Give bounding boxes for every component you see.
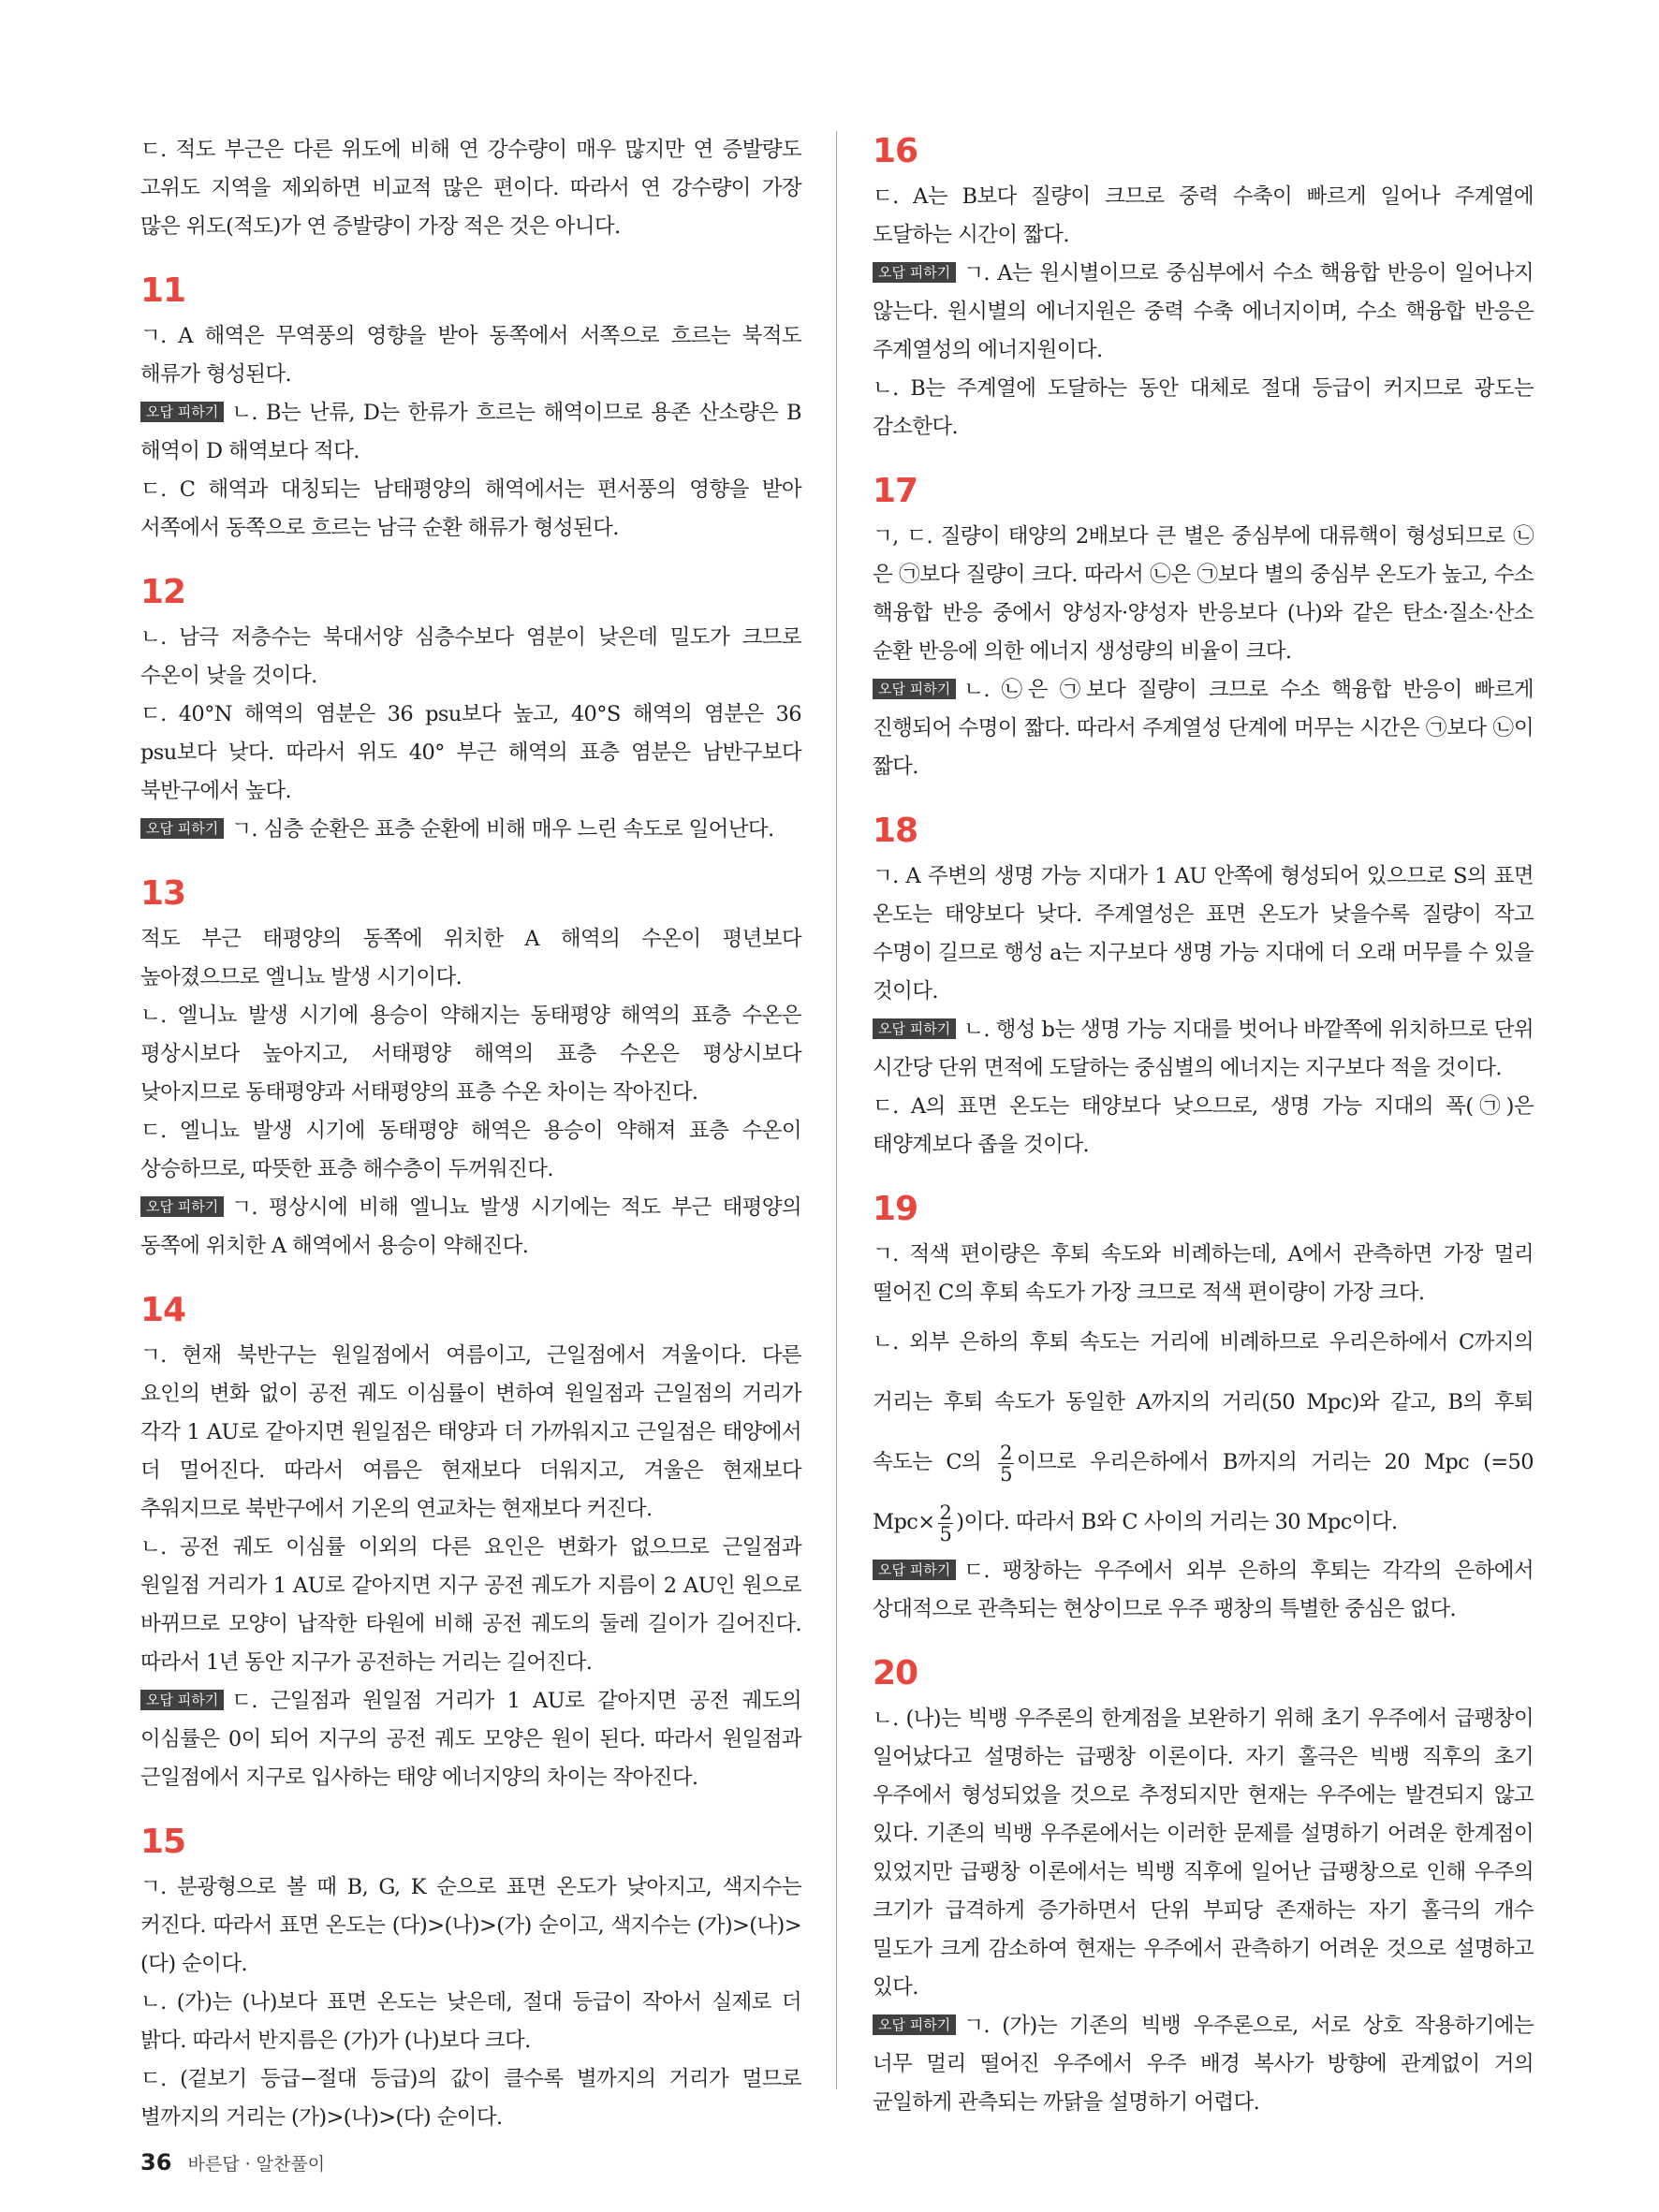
answer-paragraph: ㄴ. B는 주계열에 도달하는 동안 대체로 절대 등급이 커지므로 광도는 감소한다. [873,376,1534,439]
page-footer [140,2149,325,2177]
question-number: 20 [873,1654,918,1692]
answer-paragraph: 적도 부근 태평양의 동쪽에 위치한 A 해역의 수온이 평년보다 높아졌으므로 엘니뇨 발생 시기이다. [140,927,801,989]
answer-paragraph: ㄴ. 엘니뇨 발생 시기에 용승이 약해지는 동태평양 해역의 표층 수온은 평상시보다 높아지고, 서태평양 해역의 표층 수온은 평상시보다 낮아지므로 동태평양과 서태평양의 표층 수온 차이는 작아진다. [140,1003,801,1105]
question-18 [873,811,1534,1165]
answer-paragraph: ㄷ. C 해역과 대칭되는 남태평양의 해역에서는 편서풍의 영향을 받아 서쪽에서 동쪽으로 흐르는 남극 순환 해류가 형성된다. [140,477,801,540]
wrong-answer-paragraph: 오답 피하기 ㄴ. ㉡은 ㉠보다 질량이 크므로 수소 핵융합 반응이 빠르게 진행되어 수명이 짧다. 따라서 주계열성 단계에 머무는 시간은 ㉠보다 ㉡이 짧다. [873,678,1534,779]
wrong-answer-badge: 오답 피하기 [140,402,224,422]
question-number: 14 [140,1291,186,1329]
wrong-answer-badge: 오답 피하기 [873,2014,956,2035]
answer-paragraph: ㄷ. A의 표면 온도는 태양보다 낮으므로, 생명 가능 지대의 폭(㉠)은 태양계보다 좁을 것이다. [873,1094,1534,1157]
answer-paragraph: ㄱ. 분광형으로 볼 때 B, G, K 순으로 표면 온도가 낮아지고, 색지수는 커진다. 따라서 표면 온도는 (다)>(나)>(가) 순이고, 색지수는 (가)>(나)>(다) 순이다. [140,1875,801,1976]
wrong-answer-badge: 오답 피하기 [140,818,224,839]
answer-paragraph: ㄷ. 엘니뇨 발생 시기에 동태평양 해역은 용승이 약해져 표층 수온이 상승하므로, 따뜻한 표층 해수층이 두꺼워진다. [140,1119,801,1181]
answer-paragraph: ㄷ. 적도 부근은 다른 위도에 비해 연 강수량이 매우 많지만 연 증발량도 고위도 지역을 제외하면 비교적 많은 편이다. 따라서 연 강수량이 가장 많은 위도(적도)가 연 증발량이 가장 적은 것은 아니다. [140,138,801,239]
wrong-answer-paragraph: 오답 피하기 ㄱ. 평상시에 비해 엘니뇨 발생 시기에는 적도 부근 태평양의 동쪽에 위치한 A 해역에서 용승이 약해진다. [140,1195,801,1258]
question-number: 18 [873,812,918,850]
question-10-tail [140,131,801,246]
wrong-answer-paragraph: 오답 피하기 ㄴ. B는 난류, D는 한류가 흐르는 해역이므로 용존 산소량은 B 해역이 D 해역보다 적다. [140,401,801,463]
left-column [140,131,801,2161]
wrong-answer-paragraph: 오답 피하기 ㄱ. 심층 순환은 표층 순환에 비해 매우 느린 속도로 일어난다. [140,811,801,849]
answer-paragraph: ㄱ. 현재 북반구는 원일점에서 여름이고, 근일점에서 겨울이다. 다른 요인의 변화 없이 공전 궤도 이심률이 변하여 원일점과 근일점의 거리가 각각 1 AU로 같아지면 원일점은 태양과 더 가까워지고 근일점은 태양에서 더 멀어진다. 따라서 여름은 현재보다 더워지고, 겨울은 현재보다 추워지므로 북반구에서 기온의 연교차는 현재보다 커진다. [140,1343,801,1521]
question-number: 17 [873,472,918,510]
question-11 [140,271,801,548]
wrong-answer-paragraph: 오답 피하기 ㄱ. (가)는 기존의 빅뱅 우주론으로, 서로 상호 작용하기에는 너무 멀리 떨어진 우주에서 우주 배경 복사가 방향에 관계없이 거의 균일하게 관측되는 까닭을 설명하기 어렵다. [873,2014,1534,2115]
fraction: $\frac{2}{5}$ [1000,1441,1012,1486]
question-number: 11 [140,271,186,310]
wrong-answer-badge: 오답 피하기 [873,1560,956,1580]
question-19 [873,1189,1534,1629]
wrong-answer-badge: 오답 피하기 [873,262,956,283]
question-number: 15 [140,1823,186,1861]
question-12 [140,572,801,849]
wrong-answer-paragraph: 오답 피하기 ㄴ. 행성 b는 생명 가능 지대를 벗어나 바깥쪽에 위치하므로 단위 시간당 단위 면적에 도달하는 중심별의 에너지는 지구보다 적을 것이다. [873,1018,1534,1080]
wrong-answer-paragraph: 오답 피하기 ㄷ. 근일점과 원일점 거리가 1 AU로 같아지면 공전 궤도의 이심률은 0이 되어 지구의 공전 궤도 모양은 원이 된다. 따라서 원일점과 근일점에서 지구로 입사하는 태양 에너지양의 차이는 작아진다. [140,1689,801,1790]
question-number: 13 [140,874,186,913]
question-14 [140,1290,801,1797]
question-17 [873,471,1534,786]
question-15 [140,1822,801,2137]
question-number: 16 [873,132,918,170]
question-number: 12 [140,573,186,611]
page-number: 36 [140,2149,172,2175]
wrong-answer-badge: 오답 피하기 [140,1690,224,1710]
wrong-answer-badge: 오답 피하기 [873,1018,956,1039]
answer-paragraph: ㄱ, ㄷ. 질량이 태양의 2배보다 큰 별은 중심부에 대류핵이 형성되므로 ㉡은 ㉠보다 질량이 크다. 따라서 ㉡은 ㉠보다 별의 중심부 온도가 높고, 수소 핵융합 반응 중에서 양성자·양성자 반응보다 (나)와 같은 탄소·질소·산소 순환 반응에 의한 에너지 생성량의 비율이 크다. [873,524,1534,664]
answer-paragraph: ㄱ. 적색 편이량은 후퇴 속도와 비례하는데, A에서 관측하면 가장 멀리 떨어진 C의 후퇴 속도가 가장 크므로 적색 편이량이 가장 크다. [873,1242,1534,1305]
answer-paragraph: ㄷ. 40°N 해역의 염분은 36 psu보다 높고, 40°S 해역의 염분은 36 psu보다 낮다. 따라서 위도 40° 부근 해역의 표층 염분은 남반구보다 북반구에서 높다. [140,702,801,803]
answer-paragraph: ㄴ. 남극 저층수는 북대서양 심층수보다 염분이 낮은데 밀도가 크므로 수온이 낮을 것이다. [140,625,801,688]
question-13 [140,873,801,1266]
wrong-answer-paragraph: 오답 피하기 ㄷ. 팽창하는 우주에서 외부 은하의 후퇴는 각각의 은하에서 상대적으로 관측되는 현상이므로 우주 팽창의 특별한 중심은 없다. [873,1559,1534,1621]
question-number: 19 [873,1190,918,1228]
wrong-answer-badge: 오답 피하기 [140,1196,224,1217]
answer-paragraph: ㄴ. (나)는 빅뱅 우주론의 한계점을 보완하기 위해 초기 우주에서 급팽창이 일어났다고 설명하는 급팽창 이론이다. 자기 홀극은 빅뱅 직후의 초기 우주에서 형성되었을 것으로 추정되지만 현재는 우주에는 발견되지 않고 있다. 기존의 빅뱅 우주론에서는 이러한 문제를 설명하기 어려운 한계점이 있었지만 급팽창 이론에서는 빅뱅 직후에 일어난 급팽창으로 인해 우주의 크기가 급격하게 증가하면서 단위 부피당 존재하는 자기 홀극의 개수 밀도가 크게 감소하여 현재는 우주에서 관측하기 어려운 것으로 설명하고 있다. [873,1707,1534,2000]
answer-paragraph: ㄱ. A 주변의 생명 가능 지대가 1 AU 안쪽에 형성되어 있으므로 S의 표면 온도는 태양보다 낮다. 주계열성은 표면 온도가 낮을수록 질량이 작고 수명이 길므로 행성 a는 지구보다 생명 가능 지대에 더 오래 머무를 수 있을 것이다. [873,864,1534,1003]
answer-paragraph: ㄴ. (가)는 (나)보다 표면 온도는 낮은데, 절대 등급이 작아서 실제로 더 밝다. 따라서 반지름은 (가)가 (나)보다 크다. [140,1990,801,2053]
book-title: 바른답 · 알찬풀이 [187,2154,326,2175]
wrong-answer-badge: 오답 피하기 [873,679,956,699]
column-divider [836,131,837,2089]
right-column [873,131,1534,2146]
question-20 [873,1653,1534,2122]
answer-paragraph: ㄷ. (겉보기 등급−절대 등급)의 값이 클수록 별까지의 거리가 멀므로 별까지의 거리는 (가)>(나)>(다) 순이다. [140,2067,801,2130]
answer-paragraph-with-fraction: ㄴ. 외부 은하의 후퇴 속도는 거리에 비례하므로 우리은하에서 C까지의 거리는 후퇴 속도가 동일한 A까지의 거리(50 Mpc)와 같고, B의 후퇴 속도는 C의 $\frac{2}{5}$ 이므로 우리은하에서 B까지의 거리는 20 Mpc (=50 Mpc× $\frac{2}{5}$ )이다. 따라서 B와 C 사이의 거리는 30 Mpc이다. [873,1330,1534,1545]
answer-paragraph: ㄴ. 공전 궤도 이심률 이외의 다른 요인은 변화가 없으므로 근일점과 원일점 거리가 1 AU로 같아지면 지구 공전 궤도가 지름이 2 AU인 원으로 바뀌므로 모양이 납작한 타원에 비해 공전 궤도의 둘레 길이가 길어진다. 따라서 1년 동안 지구가 공전하는 거리는 길어진다. [140,1535,801,1675]
wrong-answer-paragraph: 오답 피하기 ㄱ. A는 원시별이므로 중심부에서 수소 핵융합 반응이 일어나지 않는다. 원시별의 에너지원은 중력 수축 에너지이며, 수소 핵융합 반응은 주계열성의 에너지원이다. [873,261,1534,362]
answer-paragraph: ㄱ. A 해역은 무역풍의 영향을 받아 동쪽에서 서쪽으로 흐르는 북적도 해류가 형성된다. [140,324,801,387]
question-16 [873,131,1534,447]
answer-paragraph: ㄷ. A는 B보다 질량이 크므로 중력 수축이 빠르게 일어나 주계열에 도달하는 시간이 짧다. [873,184,1534,247]
fraction: $\frac{2}{5}$ [939,1501,952,1545]
